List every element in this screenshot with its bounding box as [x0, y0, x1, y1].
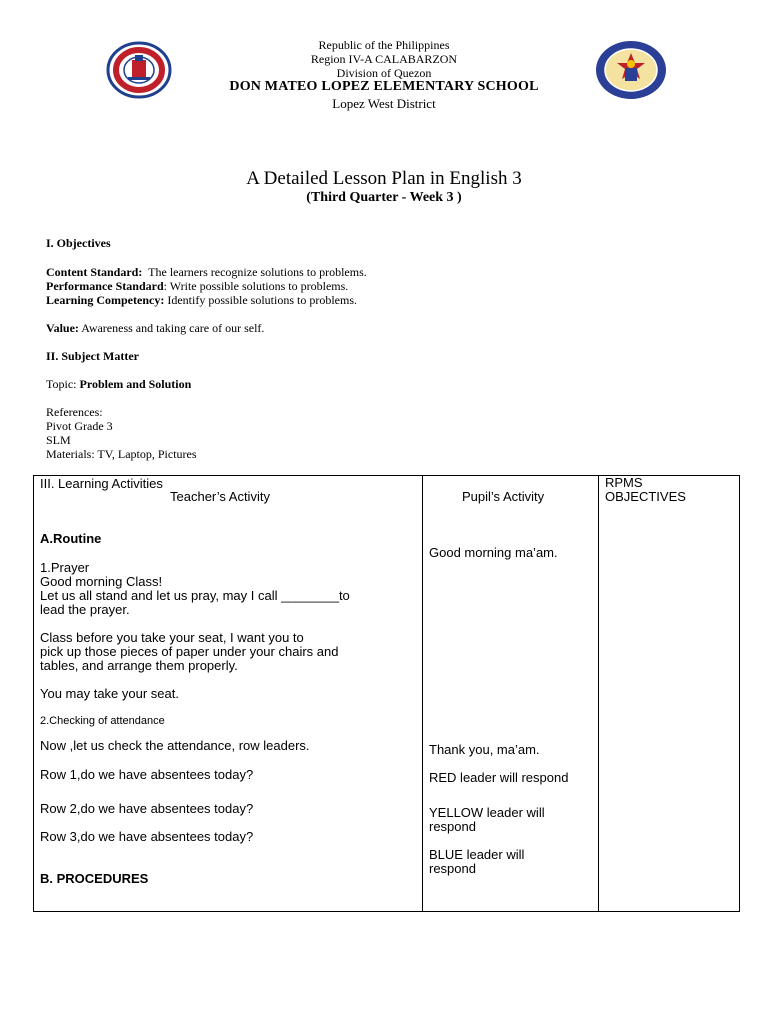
teacher-seat: You may take your seat. [40, 686, 179, 701]
teacher-pickup-3: tables, and arrange them properly. [40, 658, 238, 673]
reference-pivot: Pivot Grade 3 [46, 419, 113, 433]
routine-heading: A.Routine [40, 531, 102, 546]
pupil-yellow-response-1: YELLOW leader will [429, 805, 545, 820]
performance-standard-value: : Write possible solutions to problems. [163, 279, 349, 293]
teacher-stand-1: Let us all stand and let us pray, may I call ________to [40, 588, 350, 603]
page-subtitle: (Third Quarter - Week 3 ) [306, 190, 462, 205]
learning-competency-label: Learning Competency: [46, 293, 165, 307]
content-standard-value: The learners recognize solutions to problems. [148, 265, 367, 279]
content-standard-label: Content Standard: [46, 265, 143, 279]
pupil-activity-header: Pupil’s Activity [462, 489, 545, 504]
value-line [46, 321, 264, 336]
learning-competency-value: Identify possible solutions to problems. [167, 293, 357, 307]
district-line: Lopez West District [332, 96, 436, 111]
pupil-greeting: Good morning ma’am. [429, 545, 558, 560]
pupil-yellow-response-2: respond [429, 819, 476, 834]
pupil-blue-response-2: respond [429, 861, 476, 876]
teacher-activity-header: Teacher’s Activity [170, 489, 270, 504]
materials-line: Materials: TV, Laptop, Pictures [46, 447, 197, 461]
region-line: Region IV-A CALABARZON [310, 52, 458, 66]
teacher-greeting: Good morning Class! [40, 574, 163, 589]
topic-value: Problem and Solution [79, 377, 192, 391]
school-name: DON MATEO LOPEZ ELEMENTARY SCHOOL [229, 79, 539, 94]
value-text: Awareness and taking care of our self. [81, 321, 265, 335]
attendance-label: 2.Checking of attendance [40, 715, 165, 727]
division-line: Division of Quezon [336, 66, 432, 80]
performance-standard [46, 279, 348, 294]
pupil-thanks: Thank you, ma’am. [429, 742, 540, 757]
row3-question: Row 3,do we have absentees today? [40, 829, 254, 844]
teacher-stand-2: lead the prayer. [40, 602, 130, 617]
learning-competency [46, 293, 357, 308]
content-standard [46, 265, 367, 280]
attendance-intro: Now ,let us check the attendance, row leaders. [40, 738, 310, 753]
topic-label: Topic: [46, 377, 77, 391]
rpms-header-1: RPMS [605, 475, 643, 490]
pupil-blue-response-1: BLUE leader will [429, 847, 525, 862]
performance-standard-label: Performance Standard [46, 279, 164, 293]
objectives-heading: I. Objectives [46, 236, 111, 250]
rpms-header-2: OBJECTIVES [605, 489, 686, 504]
rpms-column [598, 475, 740, 912]
references-label: References: [46, 405, 103, 419]
teacher-pickup-1: Class before you take your seat, I want you to [40, 630, 304, 645]
learning-activities-title: III. Learning Activities [40, 476, 163, 491]
teacher-pickup-2: pick up those pieces of paper under your chairs and [40, 644, 339, 659]
row1-question: Row 1,do we have absentees today? [40, 767, 254, 782]
procedures-heading: B. PROCEDURES [40, 871, 149, 886]
subject-matter-heading: II. Subject Matter [46, 349, 139, 363]
value-label: Value: [46, 321, 79, 335]
pupil-red-response: RED leader will respond [429, 770, 569, 785]
page-title: A Detailed Lesson Plan in English 3 [246, 168, 522, 189]
prayer-label: 1.Prayer [40, 560, 90, 575]
row2-question: Row 2,do we have absentees today? [40, 801, 254, 816]
republic-line: Republic of the Philippines [318, 38, 450, 52]
topic-line [46, 377, 191, 392]
reference-slm: SLM [46, 433, 71, 447]
